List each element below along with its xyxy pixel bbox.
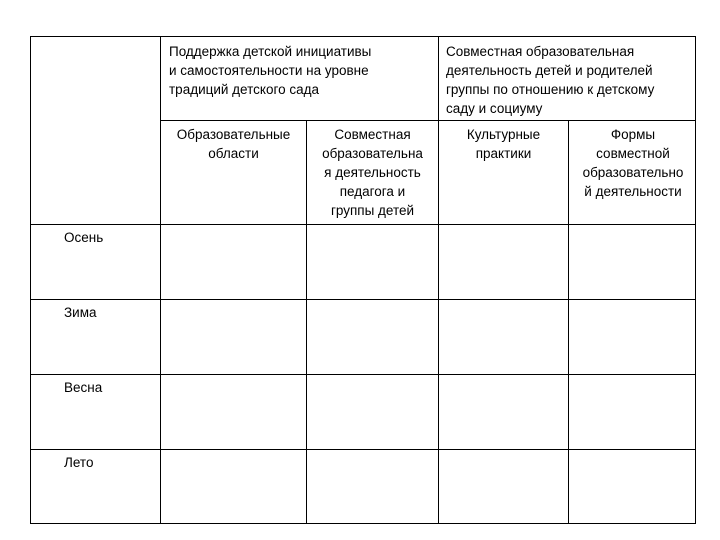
planning-table — [30, 36, 696, 524]
column-divider — [160, 37, 161, 524]
row-label-spring: Весна — [64, 380, 103, 395]
column-header-edu-areas: Образовательные области — [176, 127, 291, 161]
row-divider — [31, 374, 696, 375]
row-divider — [31, 224, 696, 225]
column-header-joint-forms: Формы совместной образовательно й деятельности — [582, 127, 684, 199]
column-header-cultural-practices: Культурные практики — [466, 127, 541, 161]
row-label-autumn: Осень — [64, 230, 104, 245]
column-divider — [438, 37, 439, 524]
row-label-summer: Лето — [64, 455, 94, 470]
column-divider — [568, 120, 569, 524]
row-divider — [31, 299, 696, 300]
column-header-joint-teacher-group: Совместная образовательна я деятельность педагога и группы детей — [322, 127, 423, 218]
row-divider — [31, 449, 696, 450]
group-header-tradition-support: Поддержка детской инициативы и самостоятельности на уровне традиций детского сада — [169, 44, 372, 97]
row-divider — [160, 120, 696, 121]
row-label-winter: Зима — [64, 305, 97, 320]
group-header-joint-with-parents: Совместная образовательная деятельность детей и родителей группы по отношению к детскому саду и социуму — [446, 44, 655, 116]
column-divider — [306, 120, 307, 524]
